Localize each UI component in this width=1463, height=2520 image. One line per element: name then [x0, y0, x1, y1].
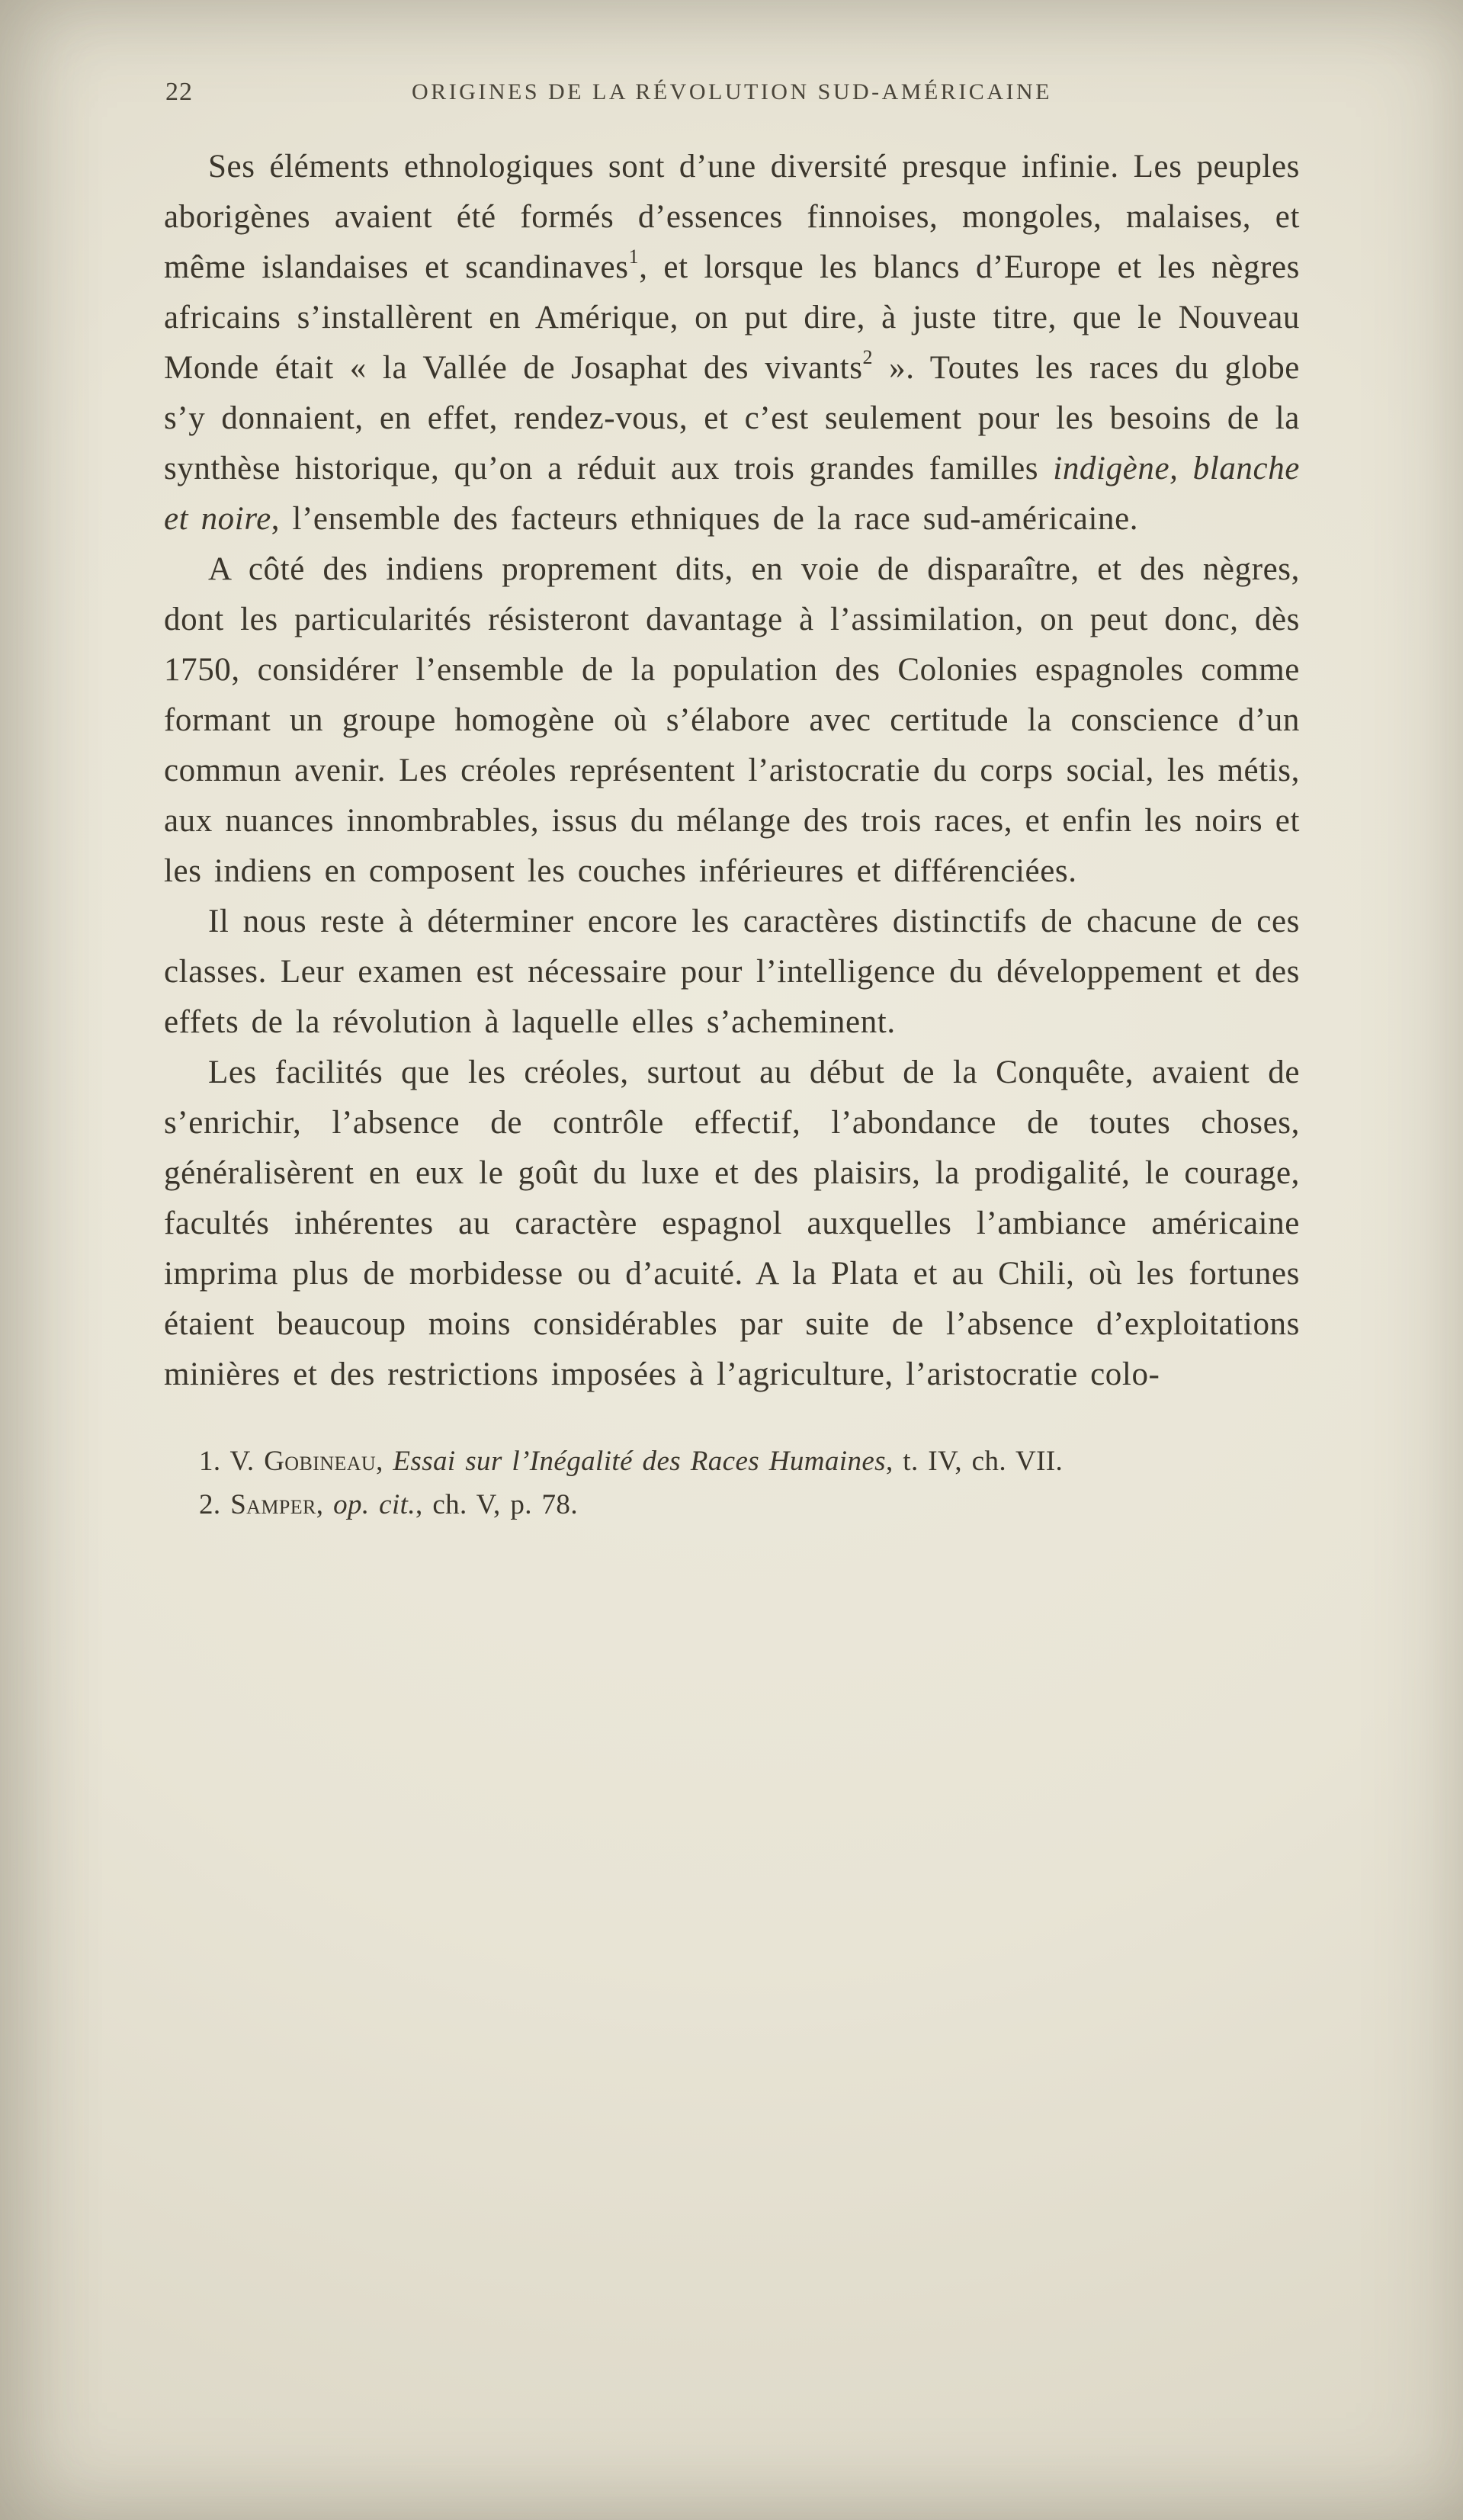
running-title: ORIGINES DE LA RÉVOLUTION SUD-AMÉRICAINE [412, 79, 1052, 104]
text-run: , l’ensemble des facteurs ethniques de la race sud-américaine. [271, 501, 1139, 537]
paragraph [164, 544, 1300, 897]
text-run: Samper [230, 1489, 316, 1520]
text-run: 1. V. [199, 1446, 265, 1477]
text-run: Essai sur l’Inégalité des Races Humaines [393, 1446, 886, 1477]
text-run: indigène, blanche et noire [164, 451, 1300, 537]
text-run: , et lorsque les blancs d’Europe et les nègres africains s’installèrent en Amérique, on put dire, à juste titre, que le Nouveau Monde était « la Vallée de Josaphat des vivants [164, 249, 1300, 386]
footnote [164, 1440, 1300, 1483]
text-run: , [316, 1489, 334, 1520]
text-run: ». Toutes les races du globe s’y donnaient, en effet, rendez-vous, et c’est seulement pour les besoins de la synthèse historique, qu’on a réduit aux trois grandes familles [164, 350, 1300, 486]
paragraph [164, 1048, 1300, 1400]
text-run: A côté des indiens proprement dits, en voie de disparaître, et des nègres, dont les particularités résisteront davantage à l’assimilation, on peut donc, dès 1750, considérer l’ensemble de la population des Colonies espagnoles comme formant un groupe homogène où s’élabore avec certitude la conscience d’un commun avenir. Les créoles représentent l’aristocratie du corps social, les métis, aux nuances innombrables, issus du mélange des trois races, et enfin les noirs et les indiens en composent les couches inférieures et différenciées. [164, 551, 1300, 889]
page-header [164, 73, 1300, 113]
footnote-reference: 1 [628, 245, 640, 268]
footnotes [164, 1440, 1300, 1526]
text-run: Gobineau [264, 1446, 377, 1477]
page-number: 22 [165, 78, 193, 106]
text-run: Il nous reste à déterminer encore les caractères distinctifs de chacune de ces classes. Leur examen est nécessaire pour l’intelligence du développement et des effets de la révolution à laquelle elles s’acheminent. [164, 904, 1300, 1040]
text-run: , ch. V, p. 78. [415, 1489, 578, 1520]
footnote [164, 1483, 1300, 1526]
paragraph [164, 142, 1300, 544]
footnote-reference: 2 [862, 345, 874, 368]
text-run: Ses éléments ethnologiques sont d’une diversité presque infinie. Les peuples aborigènes avaient été formés d’essences finnoises, mongoles, malaises, et même islandaises et scandinaves [164, 149, 1300, 285]
text-run: , [376, 1446, 393, 1477]
text-run: , t. IV, ch. VII. [885, 1446, 1064, 1477]
paragraph [164, 897, 1300, 1048]
body-text [164, 142, 1300, 1400]
text-run: op. cit. [333, 1489, 416, 1520]
text-run: 2. [199, 1489, 231, 1520]
text-run: Les facilités que les créoles, surtout au début de la Conquête, avaient de s’enrichir, l’absence de contrôle effectif, l’abondance de toutes choses, généralisèrent en eux le goût du luxe et des plaisirs, la prodigalité, le courage, facultés inhérentes au caractère espagnol auxquelles l’ambiance américaine imprima plus de morbidesse ou d’acuité. A la Plata et au Chili, où les fortunes étaient beaucoup moins considérables par suite de l’absence d’exploitations minières et des restrictions imposées à l’agriculture, l’aristocratie colo- [164, 1055, 1300, 1392]
